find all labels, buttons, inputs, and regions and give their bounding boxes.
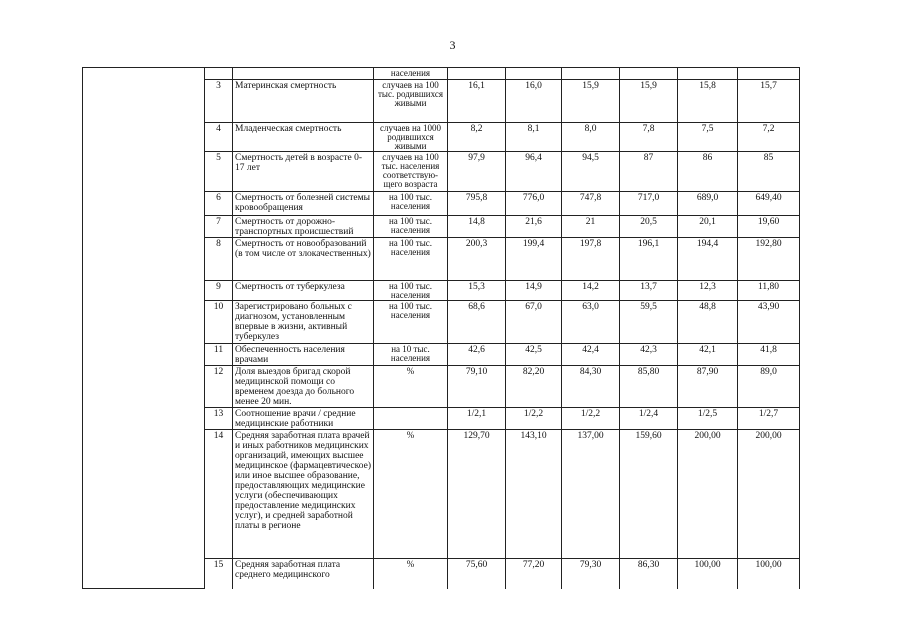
value-cell: 41,8 [738,344,800,366]
value-cell: 776,0 [506,192,562,216]
value-cell: 15,9 [562,80,620,123]
value-cell: 20,1 [678,216,738,238]
row-number: 12 [205,366,233,408]
indicator-name: Смертность от болезней системы кровообращения [233,192,374,216]
indicators-table [82,67,800,589]
value-cell: 87,90 [678,366,738,408]
value-cell: 14,9 [506,281,562,301]
value-cell: 1/2,4 [620,408,678,430]
value-cell: 200,00 [738,430,800,559]
value-cell: 86 [678,152,738,192]
indicator-unit: на 100 тыс. населения [374,216,448,238]
value-cell: 96,4 [506,152,562,192]
value-cell: 67,0 [506,301,562,344]
value-cell: 795,8 [448,192,506,216]
indicator-unit: на 10 тыс. населения [374,344,448,366]
left-blank-column [83,68,205,589]
value-cell: 75,60 [448,559,506,589]
indicator-name: Средняя заработная плата среднего медицинского [233,559,374,589]
value-cell [678,68,738,80]
value-cell: 15,7 [738,80,800,123]
row-number: 14 [205,430,233,559]
value-cell: 1/2,7 [738,408,800,430]
value-cell: 192,80 [738,238,800,281]
value-cell [506,68,562,80]
value-cell: 68,6 [448,301,506,344]
value-cell: 197,8 [562,238,620,281]
value-cell: 11,80 [738,281,800,301]
row-number: 5 [205,152,233,192]
value-cell: 1/2,2 [562,408,620,430]
value-cell: 48,8 [678,301,738,344]
value-cell: 747,8 [562,192,620,216]
value-cell: 42,3 [620,344,678,366]
value-cell: 1/2,5 [678,408,738,430]
value-cell: 21,6 [506,216,562,238]
value-cell: 200,3 [448,238,506,281]
value-cell: 137,00 [562,430,620,559]
value-cell: 159,60 [620,430,678,559]
value-cell: 42,1 [678,344,738,366]
value-cell: 42,5 [506,344,562,366]
value-cell: 15,9 [620,80,678,123]
value-cell: 649,40 [738,192,800,216]
indicator-unit: случаев на 100 тыс. населения соответствую-щего возраста [374,152,448,192]
value-cell: 7,8 [620,123,678,152]
value-cell: 200,00 [678,430,738,559]
value-cell: 12,3 [678,281,738,301]
value-cell: 199,4 [506,238,562,281]
row-number: 7 [205,216,233,238]
indicator-unit: случаев на 1000 родившихся живыми [374,123,448,152]
indicator-name: Смертность от новообразований (в том числе от злокачественных) [233,238,374,281]
indicator-unit: на 100 тыс. населения [374,281,448,301]
row-number [205,68,233,80]
indicator-name: Материнская смертность [233,80,374,123]
value-cell: 1/2,1 [448,408,506,430]
value-cell: 7,2 [738,123,800,152]
value-cell: 194,4 [678,238,738,281]
value-cell: 13,7 [620,281,678,301]
row-number: 8 [205,238,233,281]
value-cell: 77,20 [506,559,562,589]
row-number: 3 [205,80,233,123]
indicator-name: Смертность от туберкулеза [233,281,374,301]
row-number: 4 [205,123,233,152]
value-cell: 94,5 [562,152,620,192]
value-cell: 16,0 [506,80,562,123]
value-cell: 100,00 [738,559,800,589]
indicator-unit [374,408,448,430]
value-cell: 20,5 [620,216,678,238]
value-cell: 43,90 [738,301,800,344]
value-cell: 689,0 [678,192,738,216]
value-cell: 63,0 [562,301,620,344]
value-cell: 85,80 [620,366,678,408]
value-cell: 14,8 [448,216,506,238]
indicator-name: Средняя заработная плата врачей и иных работников медицинских организаций, имеющих высшее медицинское (фармацевтическое) или иное высшее образование, предоставляющих медицинские услуги (обеспечивающих предоставление медицинских услуг), и средней заработной платы в регионе [233,430,374,559]
value-cell: 79,30 [562,559,620,589]
value-cell: 8,2 [448,123,506,152]
value-cell: 42,6 [448,344,506,366]
indicator-unit: случаев на 100 тыс. родившихся живыми [374,80,448,123]
value-cell: 79,10 [448,366,506,408]
indicator-name: Смертность детей в возрасте 0-17 лет [233,152,374,192]
value-cell: 14,2 [562,281,620,301]
indicator-name [233,68,374,80]
value-cell [448,68,506,80]
indicator-name: Соотношение врачи / средние медицинские работники [233,408,374,430]
value-cell: 7,5 [678,123,738,152]
value-cell: 85 [738,152,800,192]
row-number: 13 [205,408,233,430]
indicator-unit: на 100 тыс. населения [374,301,448,344]
value-cell: 717,0 [620,192,678,216]
value-cell: 100,00 [678,559,738,589]
value-cell: 84,30 [562,366,620,408]
value-cell: 1/2,2 [506,408,562,430]
value-cell [738,68,800,80]
value-cell: 19,60 [738,216,800,238]
indicator-name: Обеспеченность населения врачами [233,344,374,366]
value-cell: 8,1 [506,123,562,152]
indicator-name: Смертность от дорожно-транспортных происшествий [233,216,374,238]
indicator-unit: % [374,430,448,559]
value-cell: 97,9 [448,152,506,192]
value-cell: 59,5 [620,301,678,344]
indicator-unit: % [374,559,448,589]
page-number: 3 [449,38,456,52]
indicator-unit: % [374,366,448,408]
value-cell: 8,0 [562,123,620,152]
value-cell: 16,1 [448,80,506,123]
indicator-unit: населения [374,68,448,80]
indicator-unit: на 100 тыс. населения [374,238,448,281]
value-cell: 86,30 [620,559,678,589]
value-cell: 89,0 [738,366,800,408]
row-number: 9 [205,281,233,301]
value-cell: 15,8 [678,80,738,123]
value-cell: 15,3 [448,281,506,301]
table-row-fragment [83,68,800,80]
value-cell [562,68,620,80]
indicator-name: Младенческая смертность [233,123,374,152]
indicator-unit: на 100 тыс. населения [374,192,448,216]
row-number: 15 [205,559,233,589]
row-number: 11 [205,344,233,366]
value-cell: 143,10 [506,430,562,559]
table-body [83,68,800,589]
value-cell: 129,70 [448,430,506,559]
value-cell [620,68,678,80]
value-cell: 87 [620,152,678,192]
indicator-name: Зарегистрировано больных с диагнозом, установленным впервые в жизни, активный туберкулез [233,301,374,344]
row-number: 6 [205,192,233,216]
row-number: 10 [205,301,233,344]
value-cell: 196,1 [620,238,678,281]
value-cell: 42,4 [562,344,620,366]
value-cell: 21 [562,216,620,238]
value-cell: 82,20 [506,366,562,408]
indicator-name: Доля выездов бригад скорой медицинской помощи со временем доезда до больного менее 20 мин. [233,366,374,408]
